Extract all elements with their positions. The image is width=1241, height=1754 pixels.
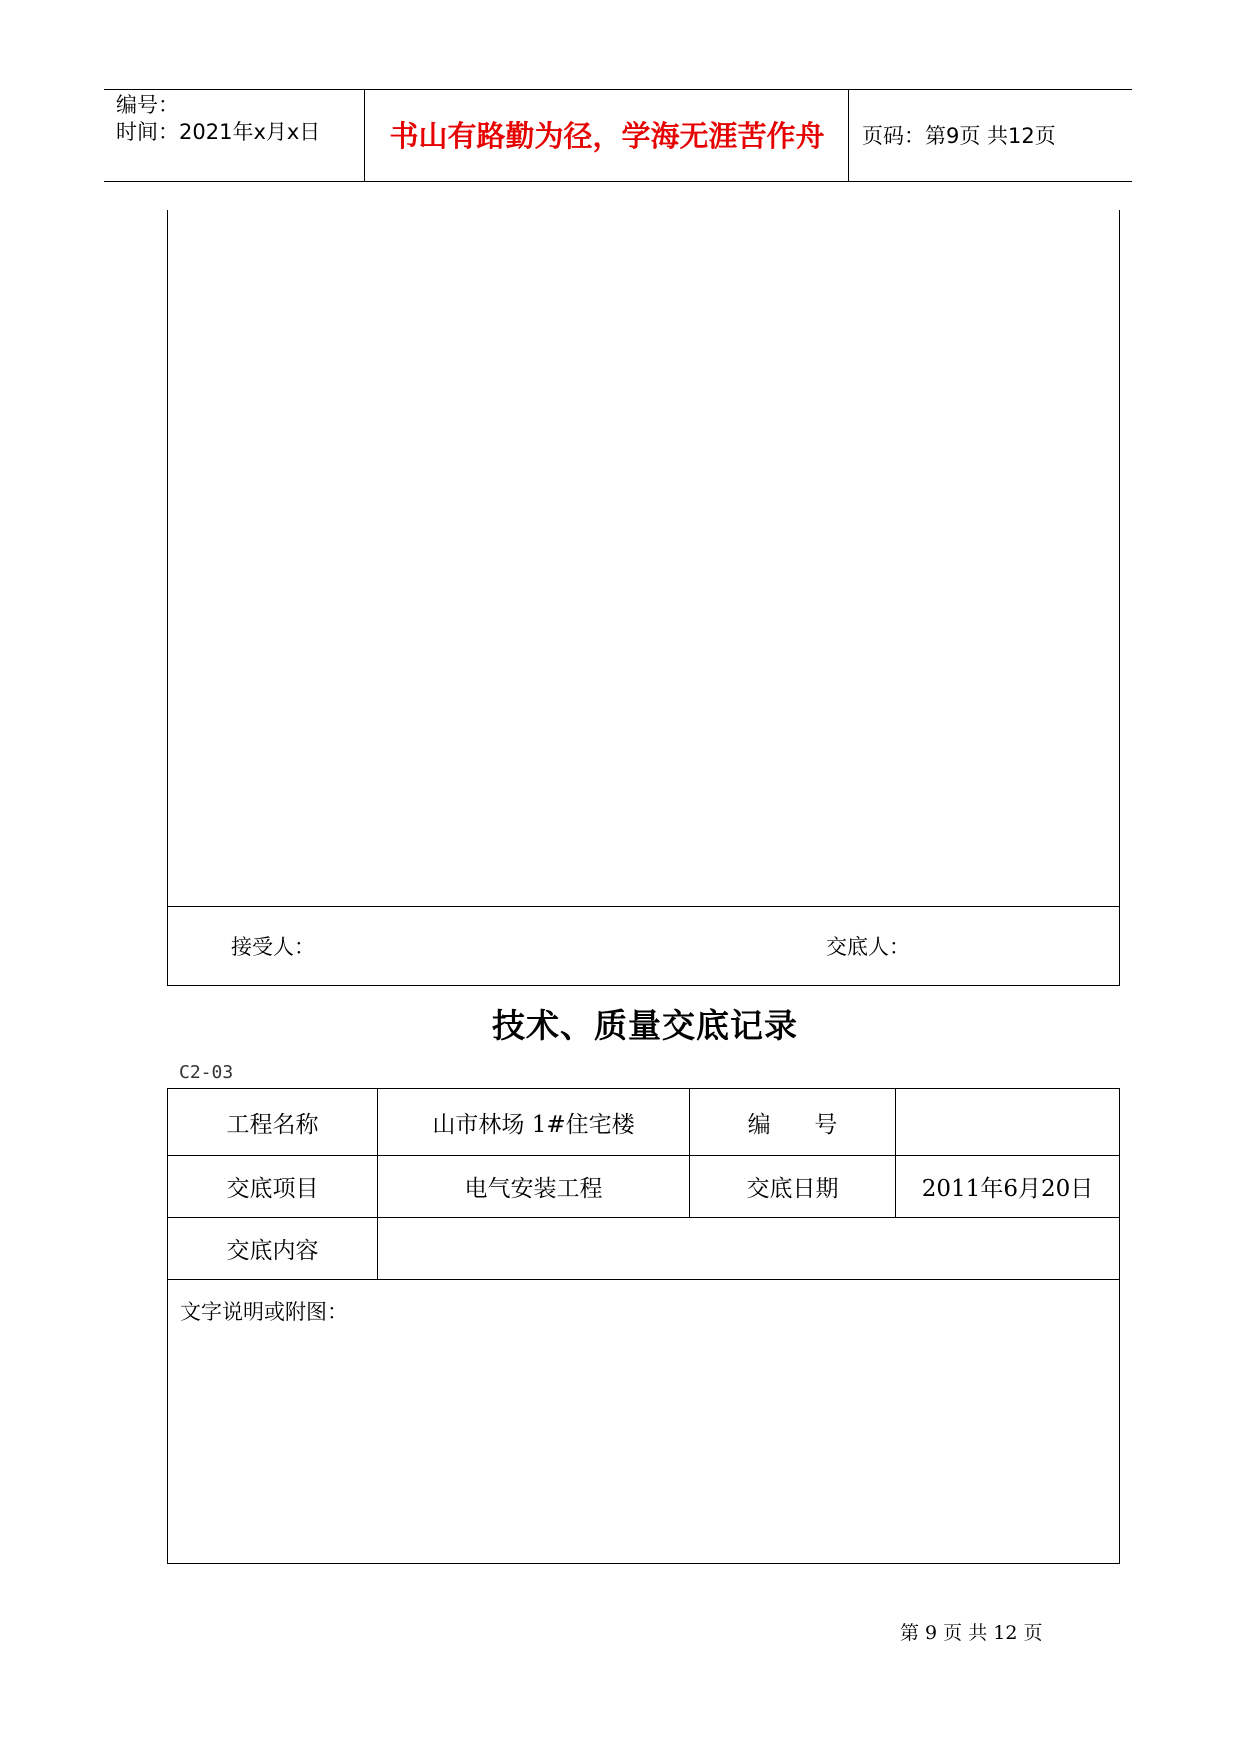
item-label: 交底项目 <box>226 1176 319 1202</box>
notes-label: 文字说明或附图： <box>180 1300 348 1324</box>
serial-label: 编号： <box>116 93 179 117</box>
content-value <box>378 1218 1119 1279</box>
item-value: 电气安装工程 <box>464 1176 603 1202</box>
project-name-label: 工程名称 <box>226 1111 319 1138</box>
table-row-rule-3 <box>167 1279 1120 1280</box>
content-label: 交底内容 <box>226 1238 319 1264</box>
date-label: 交底日期 <box>746 1176 839 1202</box>
project-name-value: 山市林场 1#住宅楼 <box>432 1111 635 1138</box>
receiver-label: 接受人： <box>231 935 315 959</box>
upper-box-left-border <box>167 210 168 986</box>
header-bottom-rule <box>104 181 1132 182</box>
time-label: 时间：2021年x月x日 <box>116 120 321 144</box>
header-top-rule <box>104 89 1132 90</box>
motto: 书山有路勤为径，学海无涯苦作舟 <box>389 119 825 153</box>
header-divider-left <box>364 90 365 182</box>
document-title: 技术、质量交底记录 <box>492 1006 798 1045</box>
number-value <box>896 1089 1119 1155</box>
page-label: 页码：第9页 共12页 <box>862 124 1056 148</box>
upper-box-right-border <box>1119 210 1120 986</box>
upper-box-signature-rule <box>167 906 1120 907</box>
footer-page-number: 第 9 页 共 12 页 <box>900 1622 1043 1644</box>
form-code: C2-03 <box>179 1062 234 1083</box>
header-divider-right <box>848 90 849 182</box>
upper-box-bottom-rule <box>167 985 1120 986</box>
number-label: 编 号 <box>747 1111 838 1138</box>
presenter-label: 交底人： <box>826 935 910 959</box>
date-value: 2011年6月20日 <box>921 1176 1094 1202</box>
